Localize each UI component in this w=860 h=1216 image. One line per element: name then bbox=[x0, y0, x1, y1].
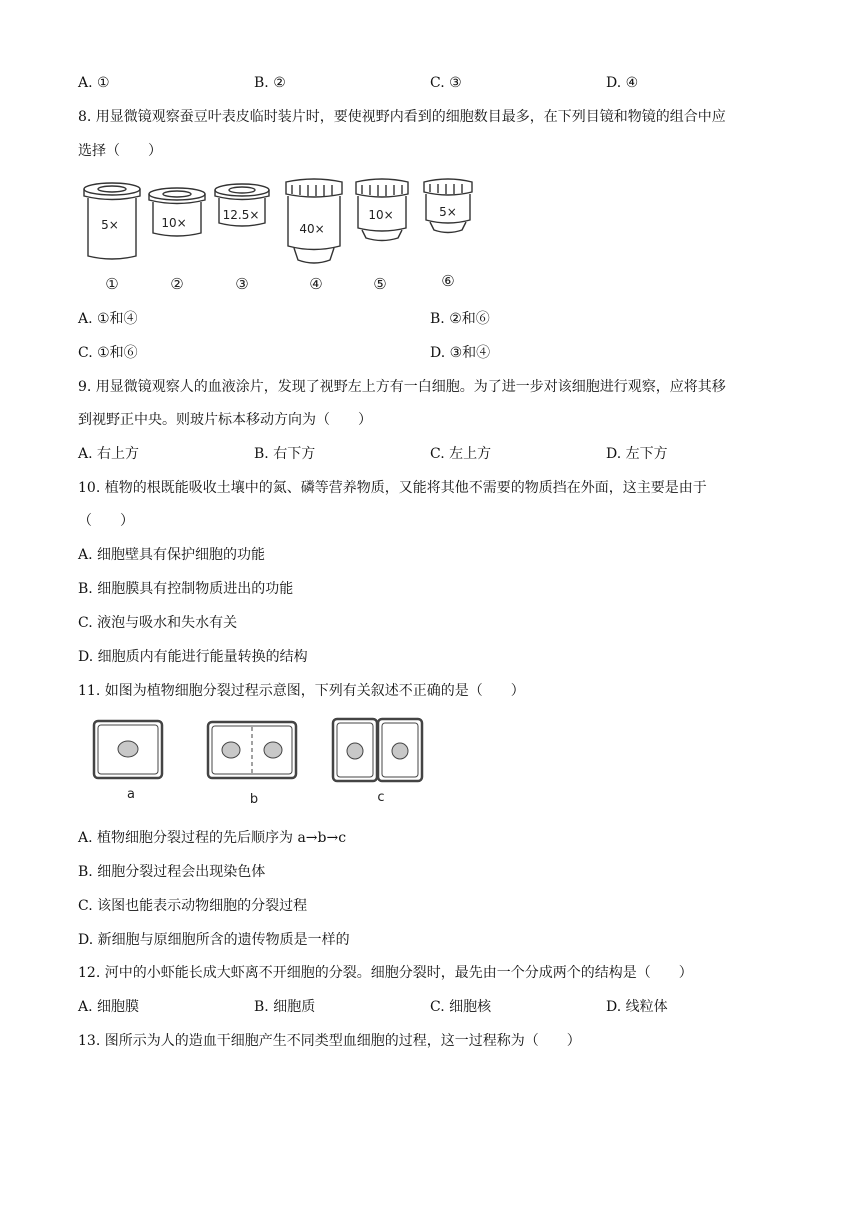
q8-option-b: B. ②和⑥ bbox=[430, 311, 490, 327]
q8-option-d: D. ③和④ bbox=[430, 345, 491, 361]
lens-mag-5: 10× bbox=[368, 208, 394, 222]
q7-option-c: C. ③ bbox=[430, 75, 462, 91]
q11-cell-division-figure bbox=[90, 715, 430, 810]
lens-mag-1: 5× bbox=[101, 218, 119, 232]
fig-label-a: a bbox=[127, 787, 135, 802]
q11-option-a: A. 植物细胞分裂过程的先后顺序为 a→b→c bbox=[78, 830, 347, 846]
q9-option-a: A. 右上方 bbox=[78, 446, 140, 462]
q12-stem: 12. 河中的小虾能长成大虾离不开细胞的分裂。细胞分裂时，最先由一个分成两个的结构是（ ） bbox=[78, 965, 693, 981]
q9-option-c: C. 左上方 bbox=[430, 446, 492, 462]
lens-num-4: ④ bbox=[309, 275, 323, 293]
lens-mag-3: 12.5× bbox=[222, 208, 260, 222]
fig-label-b: b bbox=[249, 792, 259, 807]
q10-option-d: D. 细胞质内有能进行能量转换的结构 bbox=[78, 649, 308, 665]
q11-stem: 11. 如图为植物细胞分裂过程示意图，下列有关叙述不正确的是（ ） bbox=[78, 683, 525, 699]
lens-num-3: ③ bbox=[235, 275, 249, 293]
q9-option-d: D. 左下方 bbox=[606, 446, 668, 462]
q9-stem-line2: 到视野正中央。则玻片标本移动方向为（ ） bbox=[78, 412, 372, 428]
q11-option-b: B. 细胞分裂过程会出现染色体 bbox=[78, 864, 266, 880]
q10-stem-line2: （ ） bbox=[78, 513, 134, 529]
lens-mag-4: 40× bbox=[299, 222, 325, 236]
q10-stem-line1: 10. 植物的根既能吸收土壤中的氮、磷等营养物质，又能将其他不需要的物质挡在外面，这主要是由于 bbox=[78, 480, 707, 496]
objective-4 bbox=[286, 179, 342, 263]
q8-stem-line1: 8. 用显微镜观察蚕豆叶表皮临时装片时，要使视野内看到的细胞数目最多，在下列目镜和物镜的组合中应 bbox=[78, 109, 726, 125]
q8-option-a: A. ①和④ bbox=[78, 311, 138, 327]
lens-num-1: ① bbox=[105, 275, 119, 293]
q7-option-d: D. ④ bbox=[606, 75, 639, 91]
q10-option-a: A. 细胞壁具有保护细胞的功能 bbox=[78, 547, 266, 563]
q12-option-a: A. 细胞膜 bbox=[78, 999, 140, 1015]
q13-stem: 13. 图所示为人的造血干细胞产生不同类型血细胞的过程，这一过程称为（ ） bbox=[78, 1033, 581, 1049]
q10-option-c: C. 液泡与吸水和失水有关 bbox=[78, 615, 238, 631]
q12-option-c: C. 细胞核 bbox=[430, 999, 492, 1015]
fig-label-c: c bbox=[377, 790, 385, 805]
q8-option-c: C. ①和⑥ bbox=[78, 345, 138, 361]
lens-mag-2: 10× bbox=[161, 216, 187, 230]
q8-lens-figure bbox=[78, 176, 478, 296]
q12-option-b: B. 细胞质 bbox=[254, 999, 316, 1015]
q11-option-d: D. 新细胞与原细胞所含的遗传物质是一样的 bbox=[78, 932, 350, 948]
lens-num-5: ⑤ bbox=[373, 275, 387, 293]
cell-c bbox=[333, 719, 422, 781]
q7-option-b: B. ② bbox=[254, 75, 286, 91]
q8-stem-line2: 选择（ ） bbox=[78, 143, 162, 159]
lens-num-6: ⑥ bbox=[441, 272, 455, 290]
q12-option-d: D. 线粒体 bbox=[606, 999, 668, 1015]
q7-option-a: A. ① bbox=[78, 75, 110, 91]
q9-stem-line1: 9. 用显微镜观察人的血液涂片，发现了视野左上方有一白细胞。为了进一步对该细胞进行观察，应将其移 bbox=[78, 379, 726, 395]
lens-mag-6: 5× bbox=[439, 205, 457, 219]
cell-a bbox=[94, 721, 162, 778]
q10-option-b: B. 细胞膜具有控制物质进出的功能 bbox=[78, 581, 294, 597]
cell-b bbox=[208, 722, 296, 778]
lens-num-2: ② bbox=[170, 275, 184, 293]
q9-option-b: B. 右下方 bbox=[254, 446, 316, 462]
q11-option-c: C. 该图也能表示动物细胞的分裂过程 bbox=[78, 898, 308, 914]
